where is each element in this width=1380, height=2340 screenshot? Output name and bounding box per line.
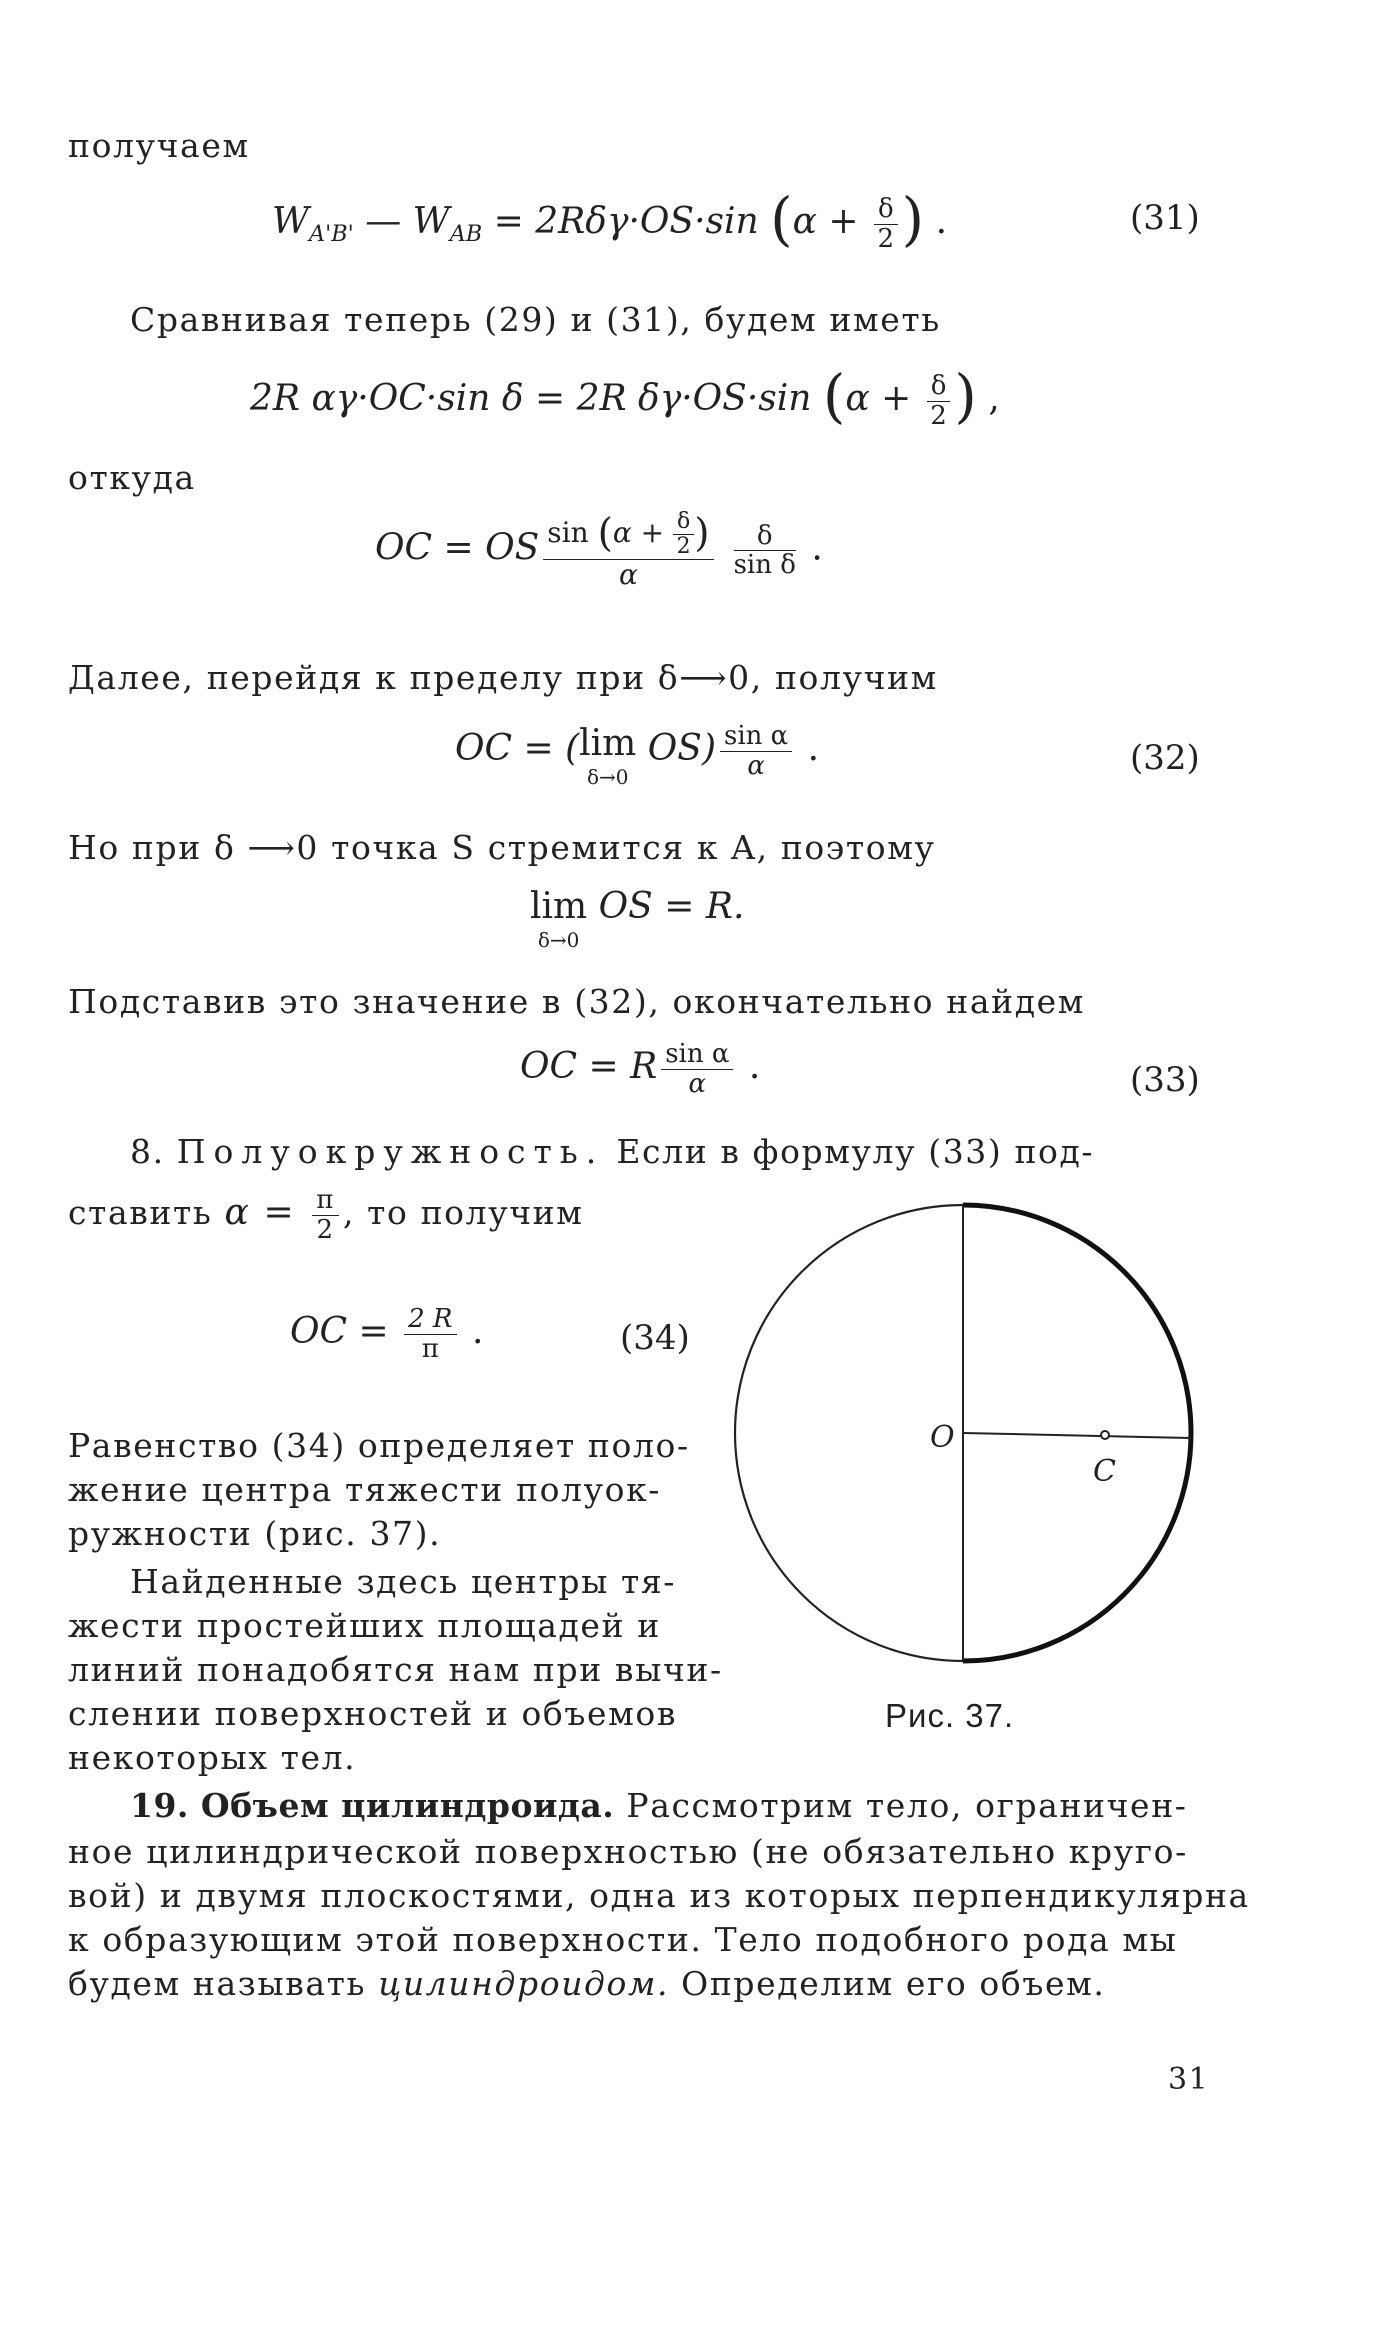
equation-33: OC = R $\frac{\text{sin α}}{\alpha}$ .	[520, 1039, 761, 1099]
section-8-line-1: 8. Полуокружность. Если в формулу (33) под-	[130, 1132, 1095, 1171]
intro-word: получаем	[68, 126, 250, 165]
equation-oc-os: OC = OS sin (α + $\frac{\delta}{2}$ ) α $\frac{\delta}{\text{sin δ}}$ .	[375, 509, 823, 592]
section-19-line-3: вой) и двумя плоскостями, одна из которых перпендикулярна	[68, 1876, 1250, 1915]
term-cylindroid: цилиндроидом.	[378, 1964, 670, 2003]
section-8-title: Полуокружность.	[176, 1132, 605, 1171]
para-centers-line-3: линий понадобятся нам при вычи-	[68, 1650, 723, 1689]
point-line: Но при δ ⟶0 точка S стремится к A, поэтому	[68, 828, 936, 867]
para-centers-line-2: жести простейших площадей и	[68, 1606, 661, 1645]
para-centers-line-1: Найденные здесь центры тя-	[130, 1562, 677, 1601]
section-8-line-2: ставить α = $\frac{\pi}{2}$ , то получим	[68, 1185, 584, 1245]
radius-line	[963, 1433, 1191, 1438]
section-19-line-4: к образующим этой поверхности. Тело подобного рода мы	[68, 1920, 1178, 1959]
equation-number-32: (32)	[1130, 738, 1200, 778]
page-number: 31	[1168, 2062, 1210, 2097]
figure-label-c: C	[1093, 1454, 1118, 1489]
section-19-line-5: будем называть цилиндроидом. Определим его объем.	[68, 1964, 1106, 2003]
section-19-line-1: 19. Объем цилиндроида. Рассмотрим тело, ограничен-	[130, 1786, 1188, 1825]
equation-number-31: (31)	[1130, 198, 1200, 238]
figure-caption: Рис. 37.	[885, 1697, 1015, 1734]
section-19-line-2: ное цилиндрической поверхностью (не обязательно круго-	[68, 1832, 1188, 1871]
section-19-heading: 19. Объем цилиндроида.	[130, 1786, 615, 1825]
equation-31: $W_{A'B'}$ — $W_{AB} = 2R\delta\gamma\cdot OS\cdot\sin$ (α + $\frac{\delta}{2}$ ) .	[272, 185, 948, 254]
equation-number-33: (33)	[1130, 1060, 1200, 1100]
para-equality-line-2: жение центра тяжести полуок-	[68, 1470, 662, 1509]
substitute-line: Подставив это значение в (32), окончательно найдем	[68, 982, 1086, 1021]
center-of-gravity-point	[1101, 1431, 1109, 1439]
equation-compare: 2R αγ·OC·sin δ = 2R δγ·OS·sin (α + $\frac{\delta}{2}$ ) ,	[250, 362, 1000, 431]
equation-number-34: (34)	[620, 1318, 690, 1358]
para-equality-line-3: ружности (рис. 37).	[68, 1514, 442, 1553]
para-equality-line-1: Равенство (34) определяет поло-	[68, 1426, 690, 1465]
whence-word: откуда	[68, 458, 196, 497]
figure-37-semicircle	[725, 1195, 1205, 1675]
equation-32: OC = (lim δ→0 OS) $\frac{\text{sin α}}{\alpha}$ .	[455, 721, 820, 789]
equation-lim-os: lim δ→0 OS = R.	[530, 886, 745, 952]
compare-line: Сравнивая теперь (29) и (31), будем иметь	[130, 300, 941, 339]
equation-34: OC = $\frac{2 R}{\pi}$ .	[290, 1304, 484, 1364]
para-centers-line-5: некоторых тел.	[68, 1738, 357, 1777]
figure-label-o: O	[930, 1420, 957, 1455]
para-centers-line-4: слении поверхностей и объемов	[68, 1694, 678, 1733]
limit-line: Далее, перейдя к пределу при δ⟶0, получим	[68, 658, 938, 697]
